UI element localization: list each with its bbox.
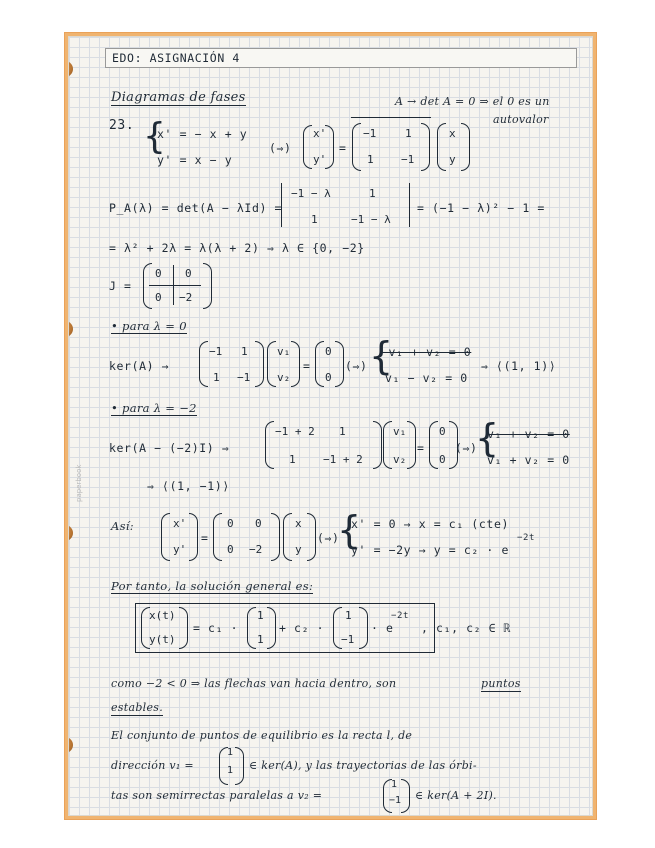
conclusion-line3: El conjunto de puntos de equilibrio es la recta l, de: [111, 729, 413, 742]
case2-label: • para λ = −2: [111, 401, 197, 415]
matrix-entry: −1: [237, 371, 251, 384]
matrix-entry: 1: [289, 453, 296, 466]
det-entry: 1: [311, 213, 318, 226]
paren-left: [429, 421, 438, 469]
char-poly-lhs: P_A(λ) = det(A − λId) =: [109, 201, 283, 215]
paren-right: [271, 513, 280, 561]
header-box: [105, 48, 577, 68]
paren-right: [359, 607, 368, 649]
paren-right: [255, 341, 264, 387]
paren-right: [235, 747, 244, 785]
asi-eq1: x' = 0 → x = c₁ (cte): [351, 517, 509, 531]
page-header: EDO: ASIGNACIÓN 4: [112, 51, 240, 65]
general-exponent: −2t: [391, 611, 410, 621]
conclusion-line2: estables.: [111, 701, 164, 714]
asi-eq2-exponent: −2t: [517, 533, 536, 543]
vec-entry: x': [313, 127, 327, 140]
vec-entry: x: [295, 517, 302, 530]
paren-right: [179, 607, 188, 649]
paren-left: [247, 607, 256, 649]
paren-left: [161, 513, 170, 561]
matrix-entry: 0: [255, 517, 262, 530]
det-bar: [281, 183, 282, 227]
matrix-entry: −1: [401, 153, 415, 166]
general-intro: Por tanto, la solución general es:: [111, 579, 314, 593]
side-note-line1: A → det A = 0 ⇒ el 0 es un: [395, 95, 550, 108]
paren-right: [325, 125, 334, 169]
paren-right: [267, 607, 276, 649]
paren-left: [283, 513, 292, 561]
matrix-entry: −1: [209, 345, 223, 358]
binder-hole: [68, 321, 73, 337]
left-brace: {: [369, 334, 394, 378]
vec-entry: 1: [227, 765, 234, 776]
case2-lhs: ker(A − (−2)I) ⇒: [109, 441, 230, 455]
asi-eq2: y' = −2y → y = c₂ · e: [351, 543, 509, 557]
paren-right: [189, 513, 198, 561]
vec-entry: 0: [439, 425, 446, 438]
paren-right: [461, 123, 470, 171]
char-poly-rhs: = (−1 − λ)² − 1 =: [417, 201, 545, 215]
asi-label: Así:: [111, 519, 134, 533]
case2-result: ⇒ ⟨(1, −1)⟩: [147, 479, 230, 493]
system-row2: y' = x − y: [157, 153, 233, 167]
vec-entry: 1: [227, 747, 234, 758]
matrix-entry: 0: [227, 517, 234, 530]
matrix-entry: 0: [155, 267, 162, 280]
block-divider: [149, 285, 201, 286]
binder-hole: [68, 61, 73, 77]
left-brace: {: [475, 416, 500, 460]
vec-entry: 1: [345, 609, 352, 622]
matrix-entry: −1: [363, 127, 377, 140]
vec-entry: v₂: [277, 371, 291, 384]
paren-left: [303, 125, 312, 169]
brand-watermark: paperbook: [75, 464, 83, 502]
equals: =: [303, 359, 311, 373]
det-entry: −1 − λ: [351, 213, 391, 226]
paren-left: [265, 421, 274, 469]
paren-right: [335, 341, 344, 387]
matrix-entry: 0: [185, 267, 192, 280]
vec-entry: v₂: [393, 453, 407, 466]
det-entry: −1 − λ: [291, 187, 331, 200]
side-note-line2: autovalor: [493, 113, 549, 126]
vec-entry: v₁: [277, 345, 291, 358]
matrix-entry: 1: [213, 371, 220, 384]
matrix-entry: −1 + 2: [275, 425, 315, 438]
notebook-page: [68, 36, 593, 816]
char-poly-line2: = λ² + 2λ = λ(λ + 2) ⇒ λ ∈ {0, −2}: [109, 241, 365, 255]
vec-entry: 0: [325, 371, 332, 384]
matrix-entry: 1: [405, 127, 412, 140]
paren-right: [421, 123, 430, 171]
vec-entry: y': [173, 543, 187, 556]
general-c2: + c₂ ·: [279, 621, 325, 635]
vec-entry: 1: [257, 633, 264, 646]
binder-hole: [68, 525, 73, 541]
matrix-entry: 1: [367, 153, 374, 166]
vec-entry: y: [295, 543, 302, 556]
problem-number: 23.: [109, 118, 135, 133]
left-brace: {: [337, 508, 362, 552]
conclusion-line4a: dirección v₁ =: [111, 759, 194, 772]
left-brace: {: [143, 116, 166, 157]
paren-left: [315, 341, 324, 387]
vec-entry: y(t): [149, 633, 176, 646]
matrix-entry: −2: [249, 543, 263, 556]
conclusion-line1: como −2 < 0 ⇒ las flechas van hacia dentro, son: [111, 677, 397, 690]
vec-entry: x': [173, 517, 187, 530]
conclusion-line5b: ∈ ker(A + 2I).: [415, 789, 497, 802]
vec-entry: 1: [391, 779, 398, 790]
paren-left: [199, 341, 208, 387]
conclusion-line4b: ∈ ker(A), y las trayectorias de las órbi-: [249, 759, 477, 772]
case2-equiv: (⇒): [455, 441, 478, 455]
general-c1: = c₁ ·: [193, 621, 239, 635]
overbrace: [351, 117, 431, 118]
equals: =: [339, 141, 347, 155]
case1-eq2: v₁ − v₂ = 0: [385, 371, 468, 385]
vec-entry: 0: [439, 453, 446, 466]
vec-entry: −1: [341, 633, 355, 646]
matrix-entry: 0: [155, 291, 162, 304]
conclusion-line1-emph: puntos: [481, 677, 521, 690]
paren-right: [373, 421, 382, 469]
section-title: Diagramas de fases: [111, 90, 246, 105]
paren-left: [213, 513, 222, 561]
system-equiv: (⇒): [269, 141, 292, 155]
matrix-entry: −2: [179, 291, 193, 304]
paren-right: [203, 263, 212, 309]
paren-left: [267, 341, 276, 387]
case2-eq1: v₁ + v₂ = 0: [487, 427, 570, 441]
paren-left: [352, 123, 361, 171]
det-entry: 1: [369, 187, 376, 200]
binder-hole: [68, 737, 73, 753]
general-tail: · e: [371, 621, 394, 635]
matrix-entry: 1: [339, 425, 346, 438]
paren-left: [143, 263, 152, 309]
paren-left: [383, 421, 392, 469]
vec-entry: y: [449, 153, 456, 166]
jordan-lhs: J =: [109, 279, 132, 293]
conclusion-line5a: tas son semirrectas paralelas a v₂ =: [111, 789, 323, 802]
case1-equiv: (⇒): [345, 359, 368, 373]
paren-right: [307, 513, 316, 561]
vec-entry: 0: [325, 345, 332, 358]
equals: =: [417, 441, 425, 455]
vec-entry: x(t): [149, 609, 176, 622]
matrix-entry: 1: [241, 345, 248, 358]
paren-right: [407, 421, 416, 469]
matrix-entry: 0: [227, 543, 234, 556]
paren-left: [437, 123, 446, 171]
vec-entry: 1: [257, 609, 264, 622]
case1-eq1: −v₁ + v₂ = 0: [381, 345, 472, 359]
det-bar: [409, 183, 410, 227]
paren-right: [401, 779, 410, 813]
case1-lhs: ker(A) →: [109, 359, 170, 373]
vec-entry: −1: [389, 795, 402, 806]
case2-eq2: v₁ + v₂ = 0: [487, 453, 570, 467]
vec-entry: x: [449, 127, 456, 140]
case1-result: ⇒ ⟨(1, 1)⟩: [481, 359, 557, 373]
equals: =: [201, 531, 209, 545]
case1-label: • para λ = 0: [111, 319, 187, 333]
system-row1: x' = − x + y: [157, 127, 248, 141]
vec-entry: v₁: [393, 425, 407, 438]
matrix-entry: −1 + 2: [323, 453, 363, 466]
vec-entry: y': [313, 153, 327, 166]
paren-right: [291, 341, 300, 387]
asi-equiv: (⇒): [317, 531, 340, 545]
general-constants: , c₁, c₂ ∈ ℝ: [421, 621, 512, 635]
